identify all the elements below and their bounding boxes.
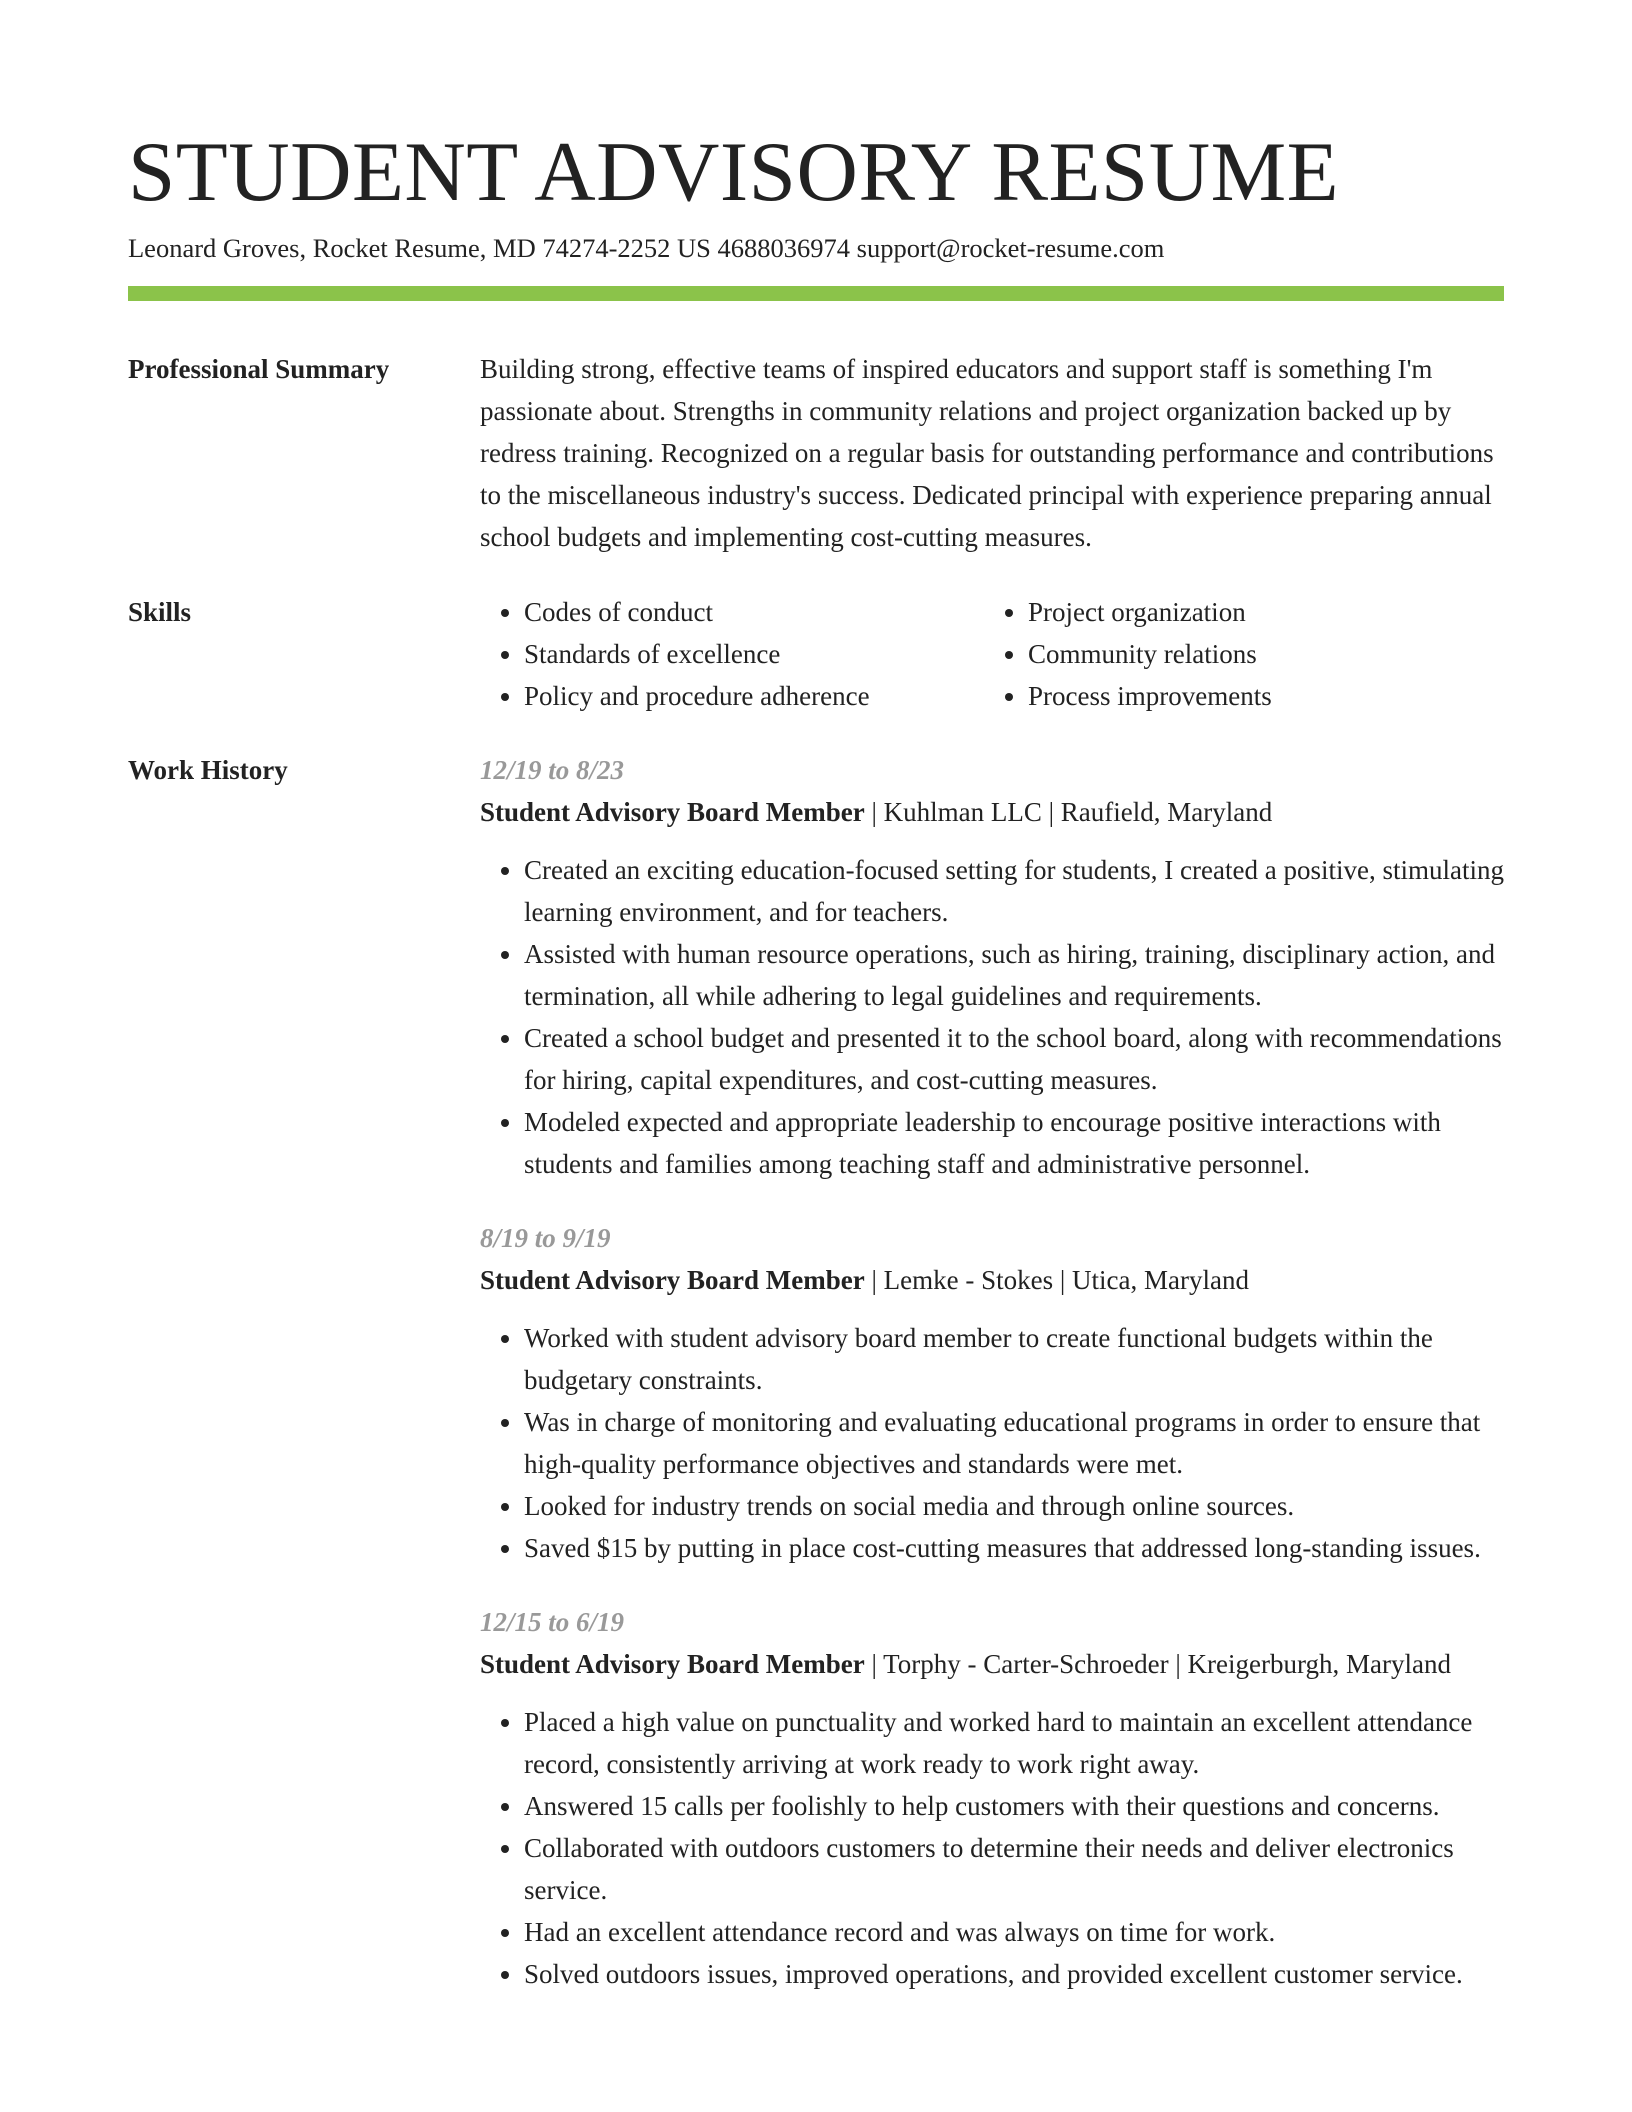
resume-title: STUDENT ADVISORY RESUME xyxy=(128,125,1340,219)
job-bullet: • Assisted with human resource operations, such as hiring, training, disciplinary action, and termination, all while adhering to legal guidelines and requirements. xyxy=(524,933,1504,1017)
job-bullet: • Modeled expected and appropriate leadership to encourage positive interactions with students and families among teaching staff and administrative personnel. xyxy=(524,1101,1504,1185)
job-entry xyxy=(480,1217,1504,1569)
job-entry xyxy=(480,1601,1504,1995)
job-entry xyxy=(480,749,1504,1185)
job-bullet: • Solved outdoors issues, improved operations, and provided excellent customer service. xyxy=(524,1953,1504,1995)
job-bullet: • Looked for industry trends on social media and through online sources. xyxy=(524,1485,1504,1527)
job-bullet: • Created a school budget and presented it to the school board, along with recommendations for hiring, capital expenditures, and cost-cutting measures. xyxy=(524,1017,1504,1101)
contact-line: Leonard Groves, Rocket Resume, MD 74274-2252 US 4688036974 support@rocket-resume.com xyxy=(128,233,1165,263)
section-label-summary: Professional Summary xyxy=(128,354,390,384)
job-bullet: • Created an exciting education-focused setting for students, I created a positive, stimulating learning environment, and for teachers. xyxy=(524,849,1504,933)
job-role: Student Advisory Board Member xyxy=(480,797,865,827)
skills-list-left xyxy=(480,591,984,717)
skill-item: • Community relations xyxy=(1028,633,1488,675)
job-bullet: • Worked with student advisory board member to create functional budgets within the budgetary constraints. xyxy=(524,1317,1504,1401)
job-bullet: • Saved $15 by putting in place cost-cutting measures that addressed long-standing issues. xyxy=(524,1527,1504,1569)
skills-list-right xyxy=(984,591,1488,717)
section-label-skills: Skills xyxy=(128,597,192,627)
job-title-line xyxy=(480,791,1504,833)
skill-item: • Policy and procedure adherence xyxy=(524,675,984,717)
job-dates: 12/19 to 8/23 xyxy=(480,755,625,785)
job-bullet: • Answered 15 calls per foolishly to help customers with their questions and concerns. xyxy=(524,1785,1504,1827)
accent-divider xyxy=(128,286,1504,301)
summary-text: Building strong, effective teams of inspired educators and support staff is something I'm passionate about. Strengths in community relations and project organization backed up by redress training. Recognized on a regular basis for outstanding performance and contributions to the miscellaneous industry's success. Dedicated principal with experience preparing annual school budgets and implementing cost-cutting measures. xyxy=(480,354,1494,552)
job-bullets xyxy=(480,1317,1504,1569)
job-title-line xyxy=(480,1643,1504,1685)
section-label-work-history: Work History xyxy=(128,755,288,785)
skill-item: • Codes of conduct xyxy=(524,591,984,633)
job-bullet: • Placed a high value on punctuality and worked hard to maintain an excellent attendance record, consistently arriving at work ready to work right away. xyxy=(524,1701,1504,1785)
skill-item: • Standards of excellence xyxy=(524,633,984,675)
job-company-location: | Lemke - Stokes | Utica, Maryland xyxy=(864,1265,1249,1295)
job-company-location: | Torphy - Carter-Schroeder | Kreigerburgh, Maryland xyxy=(864,1649,1451,1679)
skills-grid xyxy=(480,591,1504,717)
job-dates: 8/19 to 9/19 xyxy=(480,1223,611,1253)
job-title-line xyxy=(480,1259,1504,1301)
job-bullets xyxy=(480,849,1504,1185)
job-role: Student Advisory Board Member xyxy=(480,1649,865,1679)
job-bullet: • Was in charge of monitoring and evaluating educational programs in order to ensure that high-quality performance objectives and standards were met. xyxy=(524,1401,1504,1485)
job-role: Student Advisory Board Member xyxy=(480,1265,865,1295)
job-bullet: • Had an excellent attendance record and was always on time for work. xyxy=(524,1911,1504,1953)
job-company-location: | Kuhlman LLC | Raufield, Maryland xyxy=(864,797,1273,827)
job-dates: 12/15 to 6/19 xyxy=(480,1607,625,1637)
job-bullets xyxy=(480,1701,1504,1995)
skill-item: • Process improvements xyxy=(1028,675,1488,717)
job-bullet: • Collaborated with outdoors customers to determine their needs and deliver electronics service. xyxy=(524,1827,1504,1911)
skill-item: • Project organization xyxy=(1028,591,1488,633)
